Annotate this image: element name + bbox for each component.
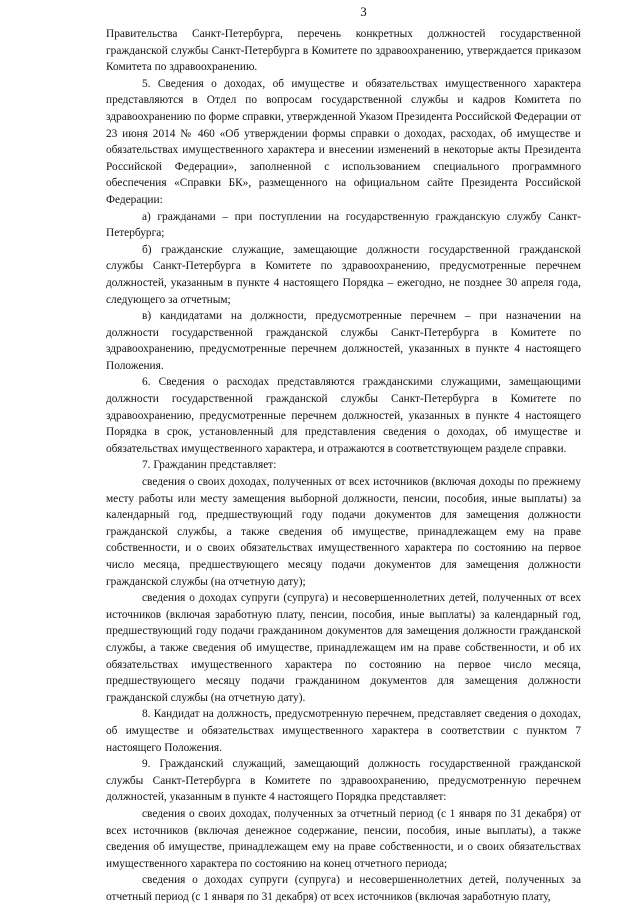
paragraph-item-7-family-income: сведения о доходах супруги (супруга) и несовершеннолетних детей, полученных от всех источников (включая заработную плату, пенсии, пособия, иные выплаты) за календарный год, предшествующий году подачи гражданином документов для замещения должности гражданской службы, а также сведения об имуществе, принадлежащем им на праве собственности, и об их обязательствах имущественного характера по состоянию на первое число месяца, предшествующего месяцу подачи гражданином документов для замещения должности гражданской службы (на отчетную дату). xyxy=(106,592,581,704)
paragraph-item-5: 5. Сведения о доходах, об имуществе и обязательствах имущественного характера представляются в Отдел по вопросам государственной службы и кадров Комитета по здравоохранению по форме справки, утвержденной Указом Президента Российской Федерации от 23 июня 2014 № 460 «Об утверждении формы справки о доходах, расходах, об имуществе и обязательствах имущественного характера и внесении изменений в некоторые акты Президента Российской Федерации», заполненной с использованием специального программного обеспечения «Справки БК», размещенного на официальном сайте Президента Российской Федерации: xyxy=(106,77,581,206)
paragraph-continuation: Правительства Санкт-Петербурга, перечень конкретных должностей государственной гражданской службы Санкт-Петербурга в Комитете по здравоохранению, утверждается приказом Комитета по здравоохранению. xyxy=(106,28,581,74)
paragraph-item-5v: в) кандидатами на должности, предусмотренные перечнем – при назначении на должности государственной гражданской службы Санкт-Петербурга в Комитете по здравоохранению, предусмотренные перечнем должностей, указанных в пункте 4 настоящего Положения. xyxy=(106,310,581,372)
paragraph-item-6: 6. Сведения о расходах представляются гражданскими служащими, замещающими должности государственной гражданской службы Санкт-Петербурга в Комитете по здравоохранению, предусмотренные перечнем должностей, указанных в пункте 4 настоящего Порядка в срок, установленный для представления сведения о доходах, об имуществе и обязательствах имущественного характера, и отражаются в соответствующем разделе справки. xyxy=(106,376,581,455)
page-number: 3 xyxy=(360,4,367,19)
paragraph-item-5b: б) гражданские служащие, замещающие должности государственной гражданской службы Санкт-Петербурга в Комитете по здравоохранению, предусмотренные перечнем должностей, указанным в пункте 4 настоящего Порядка – ежегодно, не позднее 30 апреля года, следующего за отчетным; xyxy=(106,243,581,306)
paragraph-item-5a: а) гражданами – при поступлении на государственную гражданскую службу Санкт-Петербурга; xyxy=(106,210,581,240)
paragraph-item-8: 8. Кандидат на должность, предусмотренную перечнем, представляет сведения о доходах, об имуществе и обязательствах имущественного характера в соответствии с пунктом 7 настоящего Положения. xyxy=(106,708,581,754)
paragraph-item-9-own-income: сведения о своих доходах, полученных за отчетный период (с 1 января по 31 декабря) от всех источников (включая денежное содержание, пенсии, пособия, иные выплаты), а также сведения об имуществе, принадлежащем ему на праве собственности, и о своих обязательствах имущественного характера по состоянию на конец отчетного периода; xyxy=(106,807,581,870)
paragraph-item-9: 9. Гражданский служащий, замещающий должность государственной гражданской службы Санкт-Петербурга в Комитете по здравоохранению, предусмотренную перечнем должностей, указанным в пункте 4 настоящего Порядка представляет: xyxy=(106,758,581,804)
paragraph-item-9-family-income: сведения о доходах супруги (супруга) и несовершеннолетних детей, полученных за отчетный период (с 1 января по 31 декабря) от всех источников (включая заработную плату, xyxy=(106,874,581,903)
document-page xyxy=(106,0,581,905)
paragraph-item-7: 7. Гражданин представляет: xyxy=(142,459,277,472)
paragraph-item-7-own-income: сведения о своих доходах, полученных от всех источников (включая доходы по прежнему месту работы или месту замещения выборной должности, пенсии, пособия, иные выплаты) за календарный год, предшествующий году подачи документов для замещения должности гражданской службы, а также сведения об имуществе, принадлежащем ему на праве собственности, и о своих обязательствах имущественного характера по состоянию на первое число месяца, предшествующего месяцу подачи документов для замещения должности гражданской службы (на отчетную дату); xyxy=(106,476,581,588)
